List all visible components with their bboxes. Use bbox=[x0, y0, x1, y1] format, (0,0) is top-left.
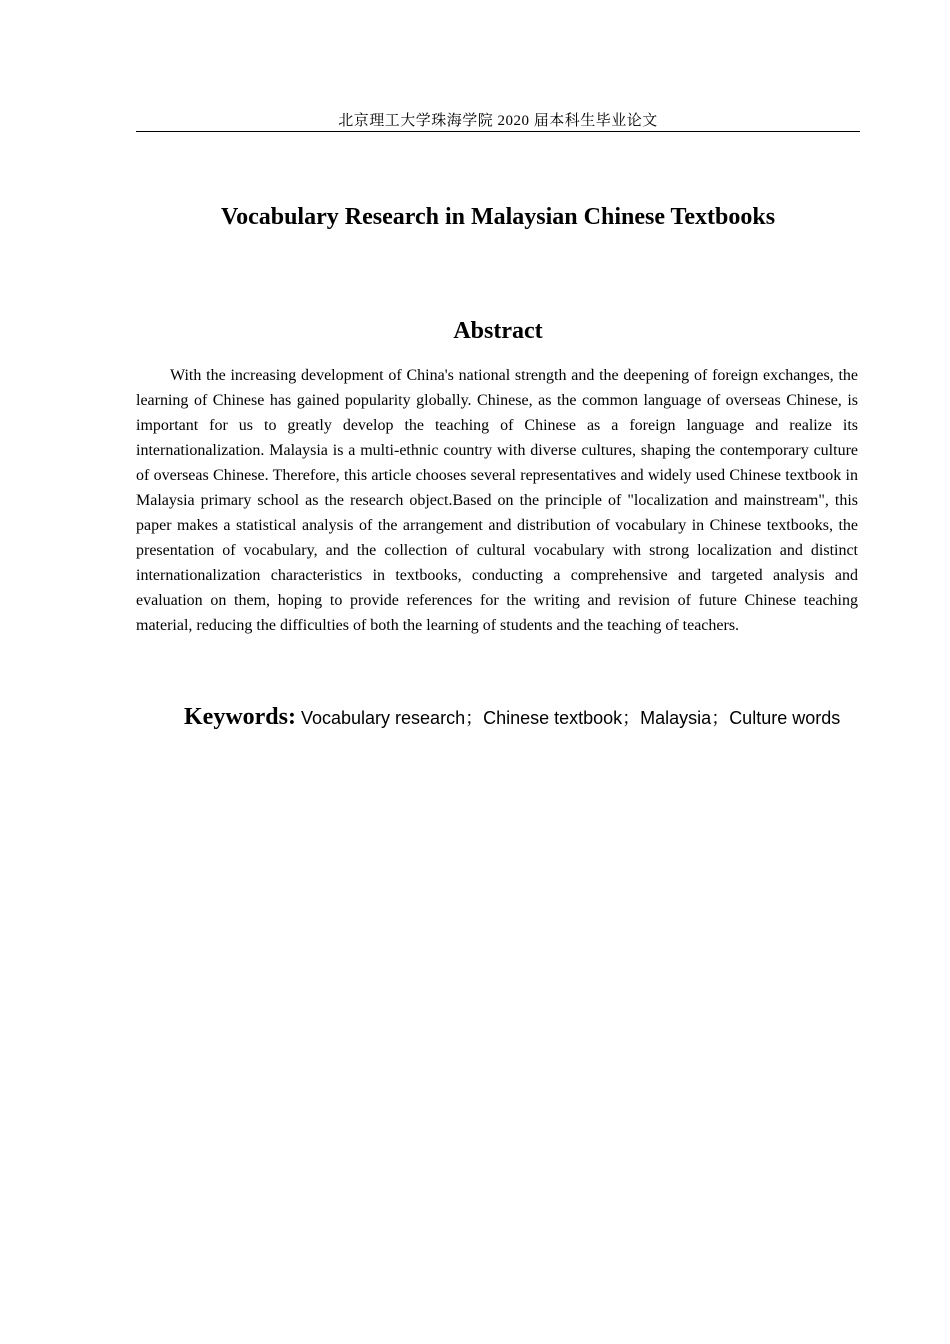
header-rule bbox=[136, 131, 860, 132]
keywords-label: Keywords: bbox=[184, 704, 296, 730]
keywords-line bbox=[184, 702, 884, 735]
abstract-heading: Abstract bbox=[453, 318, 543, 344]
running-header: 北京理工大学珠海学院 2020 届本科生毕业论文 bbox=[338, 113, 658, 129]
paper-title: Vocabulary Research in Malaysian Chinese Textbooks bbox=[220, 204, 776, 230]
keywords-list: Vocabulary research；Chinese textbook；Malaysia；Culture words bbox=[295, 708, 841, 728]
abstract-body: With the increasing development of China's national strength and the deepening of foreign exchanges, the learning of Chinese has gained popularity globally. Chinese, as the common language of overseas Chinese, is important for us to greatly develop the teaching of Chinese as a foreign language and realize its internationalization. Malaysia is a multi-ethnic country with diverse cultures, shaping the contemporary culture of overseas Chinese. Therefore, this article chooses several representatives and widely used Chinese textbook in Malaysia primary school as the research object.Based on the principle of "localization and mainstream", this paper makes a statistical analysis of the arrangement and distribution of vocabulary in Chinese textbooks, the presentation of vocabulary, and the collection of cultural vocabulary with strong localization and distinct internationalization characteristics in textbooks, conducting a comprehensive and targeted analysis and evaluation on them, hoping to provide references for the writing and revision of future Chinese teaching material, reducing the difficulties of both the learning of students and the teaching of teachers. bbox=[136, 367, 858, 634]
